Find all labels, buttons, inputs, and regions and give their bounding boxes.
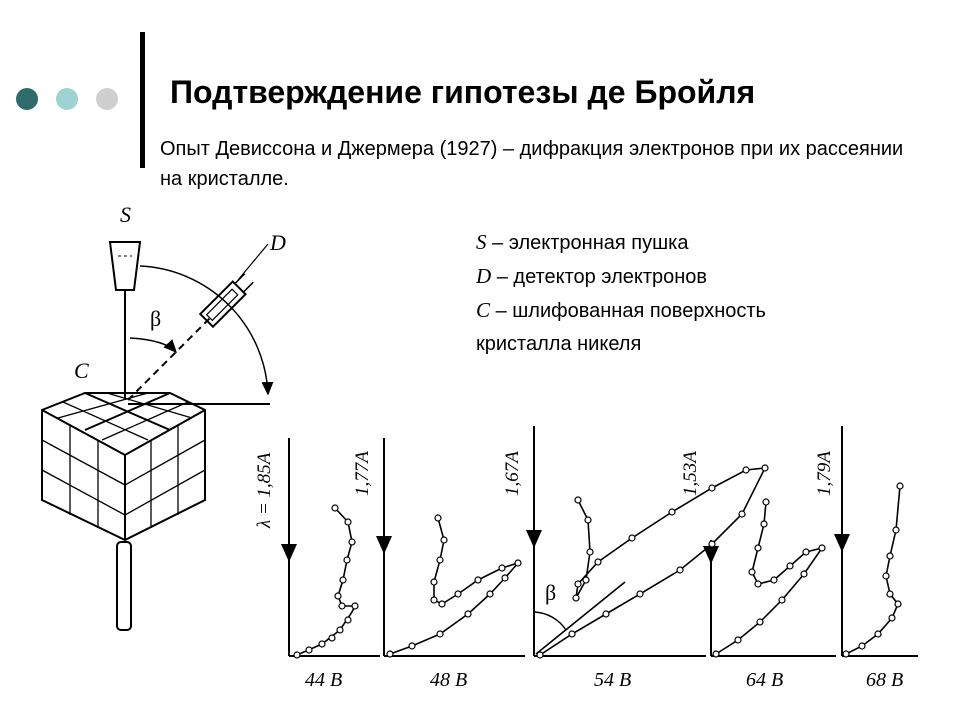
- label-s: S: [120, 202, 131, 227]
- wavelength-label-68v: 1,79А: [814, 451, 835, 496]
- wavelength-label-48v: 1,77А: [352, 451, 373, 496]
- legend-item-c-continuation: кристалла никеля: [476, 333, 642, 355]
- label-c: C: [74, 358, 89, 383]
- voltage-label-54v: 54 В: [594, 669, 632, 691]
- plot-68v: [842, 426, 918, 656]
- measurement-points: [294, 465, 903, 658]
- wavelength-label-44v: λ = 1,85А: [254, 452, 275, 528]
- legend-item-d: D – детектор электронов: [476, 264, 708, 288]
- detector-leader: [238, 244, 268, 280]
- wavelength-label-54v: 1,67А: [502, 451, 523, 496]
- legend-item-s: S – электронная пушка: [476, 230, 689, 254]
- page-title: Подтверждение гипотезы де Бройля: [170, 74, 756, 110]
- voltage-label-48v: 48 В: [430, 669, 468, 691]
- legend-item-c: C – шлифованная поверхность: [476, 298, 766, 322]
- apparatus: [42, 242, 270, 630]
- wavelength-label-64v: 1,53А: [680, 451, 701, 496]
- intensity-curve-48v: [390, 518, 518, 654]
- intensity-curve-54v: [540, 468, 765, 655]
- angle-arc-beta: [130, 338, 176, 352]
- intensity-curve-44v: [297, 508, 355, 655]
- beta-arc-54v: [534, 612, 566, 630]
- plot-54v: [534, 426, 765, 656]
- voltage-label-64v: 64 В: [746, 669, 784, 691]
- beta-label-54v: β: [545, 580, 557, 605]
- voltage-label-68v: 68 В: [866, 669, 904, 691]
- electron-gun: [110, 242, 140, 290]
- scattered-beam: [128, 318, 210, 400]
- intensity-curve-68v: [846, 486, 900, 654]
- label-beta: β: [150, 306, 162, 331]
- label-d: D: [270, 230, 286, 255]
- page-subtitle: Опыт Девиссона и Джермера (1927) – дифракция электронов при их рассеянии на кристалле.: [160, 138, 904, 190]
- crystal-holder: [117, 542, 131, 630]
- voltage-label-44v: 44 В: [305, 669, 343, 691]
